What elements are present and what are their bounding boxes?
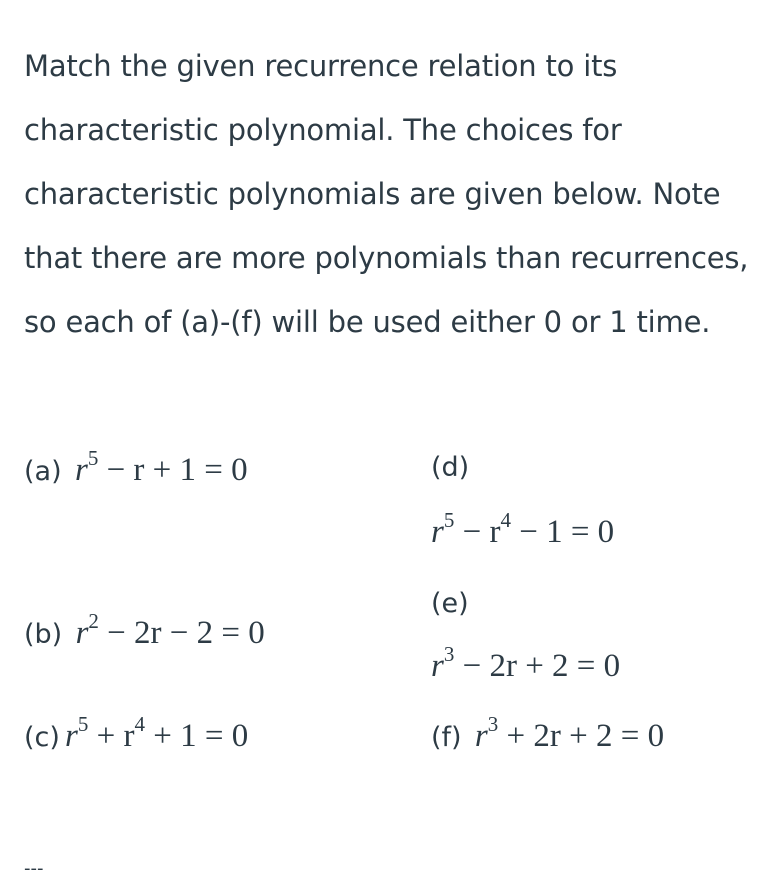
choice-e-polynomial: $r^3 - 2r + 2 = 0$	[431, 642, 621, 684]
choice-c	[24, 712, 249, 755]
question-text: Match the given recurrence relation to its characteristic polynomial. The choices for characteristic polynomials are given below. Note that there are more polynomials than recurrences, so each of (a)-(f) will be used either 0 or 1 time.	[24, 49, 749, 339]
choice-b-polynomial: $r^2 - 2r - 2 = 0$	[75, 609, 265, 651]
choice-b-label: (b)	[24, 619, 63, 650]
choice-e	[431, 588, 469, 619]
choice-c-label: (c)	[24, 722, 60, 753]
choice-d-expression	[431, 508, 615, 551]
choice-a	[24, 446, 248, 489]
choice-d-polynomial: $r^5 - r^4 - 1 = 0$	[431, 508, 615, 550]
choice-f-polynomial: $r^3 + 2r + 2 = 0$	[474, 712, 665, 754]
choice-e-label: (e)	[431, 588, 469, 619]
choice-d	[431, 452, 469, 483]
choice-a-label: (a)	[24, 456, 62, 487]
choice-f-label: (f)	[431, 722, 462, 753]
choice-d-label: (d)	[431, 452, 470, 483]
choice-a-polynomial: $r^5 - r + 1 = 0$	[74, 446, 248, 488]
choice-b	[24, 609, 265, 652]
choice-c-polynomial: $r^5 + r^4 + 1 = 0$	[65, 712, 249, 754]
choice-f	[431, 712, 665, 755]
separator-text: ---	[24, 858, 44, 879]
choice-e-expression	[431, 642, 621, 685]
